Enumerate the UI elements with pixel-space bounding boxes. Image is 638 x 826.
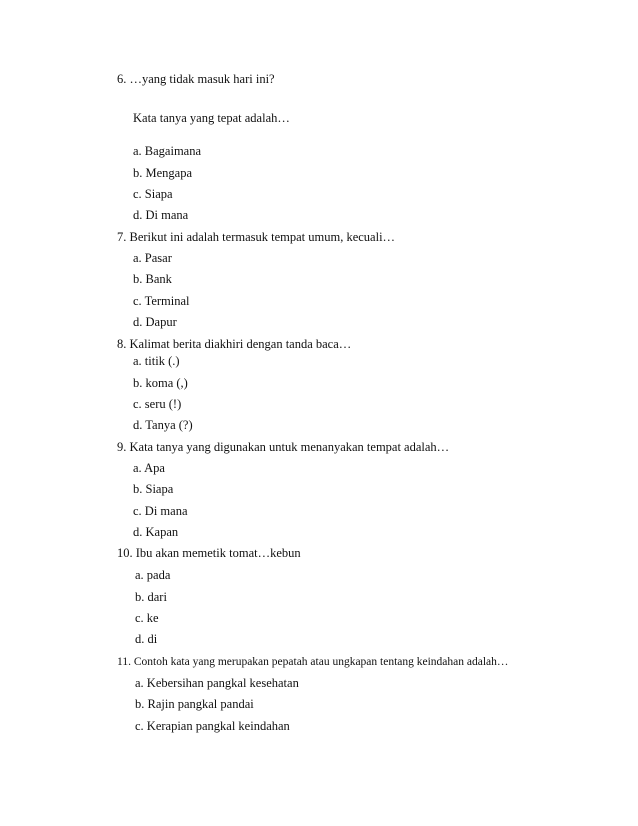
question-number: 6. <box>117 72 127 86</box>
option: b. Rajin pangkal pandai <box>135 697 254 711</box>
option: d. Kapan <box>133 525 179 539</box>
option: a. Pasar <box>133 251 172 265</box>
question-text: Contoh kata yang merupakan pepatah atau ungkapan tentang keindahan adalah… <box>133 656 509 668</box>
question-text: …yang tidak masuk hari ini? <box>129 72 275 86</box>
option: a. titik (.) <box>133 354 180 368</box>
option: a. Apa <box>133 461 165 475</box>
option: b. Siapa <box>133 482 174 496</box>
question-8 <box>117 337 351 351</box>
option: c. Terminal <box>133 294 190 308</box>
option: c. ke <box>135 611 159 625</box>
option: b. Bank <box>133 272 172 286</box>
option: a. Bagaimana <box>133 144 202 158</box>
question-number: 7. <box>117 230 127 244</box>
option: c. Siapa <box>133 187 173 201</box>
question-number: 11. <box>117 656 131 668</box>
option: a. pada <box>135 568 171 582</box>
question-11 <box>117 655 508 669</box>
question-7 <box>117 230 395 244</box>
question-6 <box>117 72 275 86</box>
option: d. Tanya (?) <box>133 418 193 432</box>
question-6-subtext: Kata tanya yang tepat adalah… <box>133 111 290 125</box>
question-10 <box>117 546 301 560</box>
question-number: 9. <box>117 440 127 454</box>
question-text: Kalimat berita diakhiri dengan tanda baca… <box>129 337 352 351</box>
question-number: 8. <box>117 337 127 351</box>
option: c. Kerapian pangkal keindahan <box>135 719 290 733</box>
option: d. di <box>135 632 158 646</box>
option: d. Di mana <box>133 208 189 222</box>
question-9 <box>117 440 449 454</box>
question-text: Berikut ini adalah termasuk tempat umum, kecuali… <box>129 230 396 244</box>
option: b. Mengapa <box>133 166 193 180</box>
option: a. Kebersihan pangkal kesehatan <box>135 676 299 690</box>
option: d. Dapur <box>133 315 177 329</box>
question-number: 10. <box>117 546 133 560</box>
option: c. seru (!) <box>133 397 182 411</box>
question-text: Kata tanya yang digunakan untuk menanyakan tempat adalah… <box>129 440 450 454</box>
option: c. Di mana <box>133 504 188 518</box>
question-text: Ibu akan memetik tomat…kebun <box>135 546 301 560</box>
option: b. koma (,) <box>133 376 188 390</box>
option: b. dari <box>135 590 167 604</box>
